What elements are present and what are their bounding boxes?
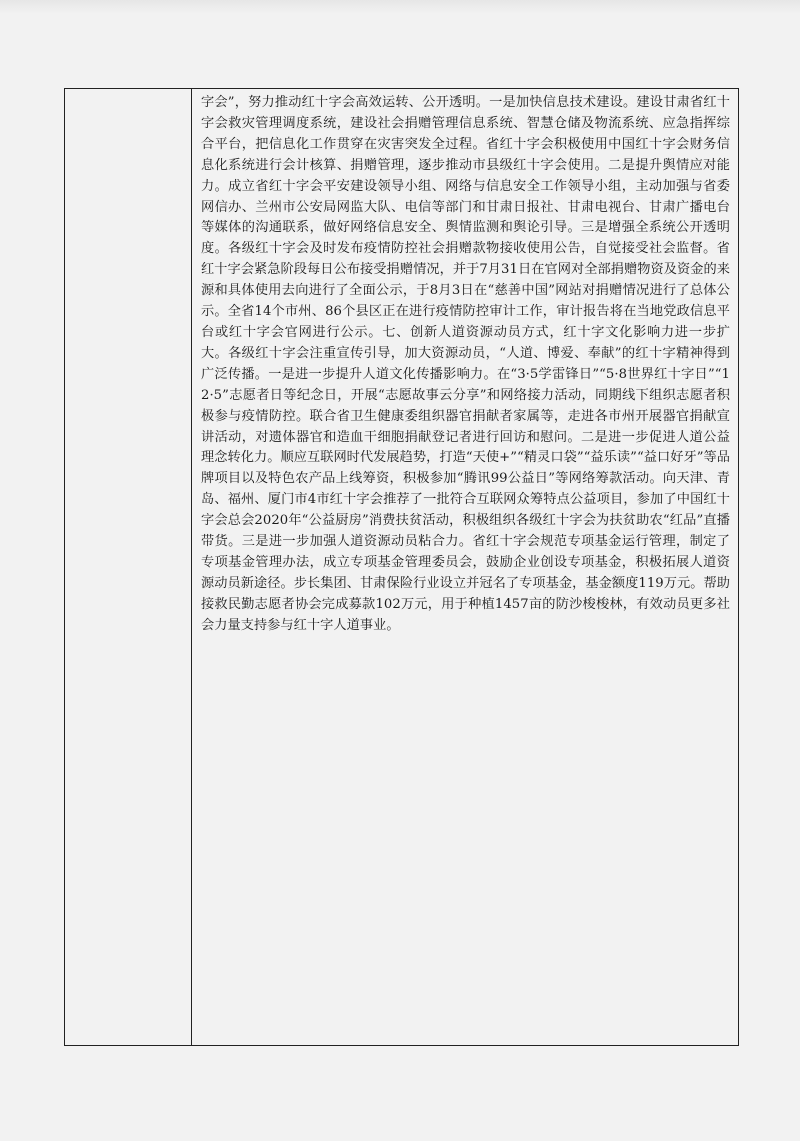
form-table — [64, 88, 739, 1046]
label-column — [65, 89, 192, 1045]
scan-edge — [0, 0, 800, 14]
content-cell — [193, 89, 738, 1045]
body-text: 字会”，努力推动红十字会高效运转、公开透明。一是加快信息技术建设。建设甘肃省红十字会救灾管理调度系统，建设社会捐赠管理信息系统、智慧仓储及物流系统、应急指挥综合平台，把信息化工作贯穿在灾害突发全过程。省红十字会积极使用中国红十字会财务信息化系统进行会计核算、捐赠管理，逐步推动市县级红十字会使用。二是提升舆情应对能力。成立省红十字会平安建设领导小组、网络与信息安全工作领导小组，主动加强与省委网信办、兰州市公安局网监大队、电信等部门和甘肃日报社、甘肃电视台、甘肃广播电台等媒体的沟通联系，做好网络信息安全、舆情监测和舆论引导。三是增强全系统公开透明度。各级红十字会及时发布疫情防控社会捐赠款物接收使用公告，自觉接受社会监督。省红十字会紧急阶段每日公布接受捐赠情况，并于7月31日在官网对全部捐赠物资及资金的来源和具体使用去向进行了全面公示，于8月3日在“慈善中国”网站对捐赠情况进行了总体公示。全省14个市州、86个县区正在进行疫情防控审计工作，审计报告将在当地党政信息平台或红十字会官网进行公示。七、创新人道资源动员方式，红十字文化影响力进一步扩大。各级红十字会注重宣传引导，加大资源动员，“人道、博爱、奉献”的红十字精神得到广泛传播。一是进一步提升人道文化传播影响力。在“3·5学雷锋日”“5·8世界红十字日”“12·5”志愿者日等纪念日，开展“志愿故事云分享”和网络接力活动，同期线下组织志愿者积极参与疫情防控。联合省卫生健康委组织器官捐献者家属等，走进各市州开展器官捐献宣讲活动，对遗体器官和造血干细胞捐献登记者进行回访和慰问。二是进一步促进人道公益理念转化力。顺应互联网时代发展趋势，打造“天使+”“精灵口袋”“益乐读”“益口好牙”等品牌项目以及特色农产品上线筹资，积极参加“腾讯99公益日”等网络筹款活动。向天津、青岛、福州、厦门市4市红十字会推荐了一批符合互联网众筹特点公益项目，参加了中国红十字会总会2020年“公益厨房”消费扶贫活动，积极组织各级红十字会为扶贫助农“红品”直播带货。三是进一步加强人道资源动员粘合力。省红十字会规范专项基金运行管理，制定了专项基金管理办法，成立专项基金管理委员会，鼓励企业创设专项基金，积极拓展人道资源动员新途径。步长集团、甘肃保险行业设立并冠名了专项基金，基金额度119万元。帮助接救民勤志愿者协会完成募款102万元，用于种植1457亩的防沙梭梭林，有效动员更多社会力量支持参与红十字人道事业。 — [201, 95, 730, 633]
